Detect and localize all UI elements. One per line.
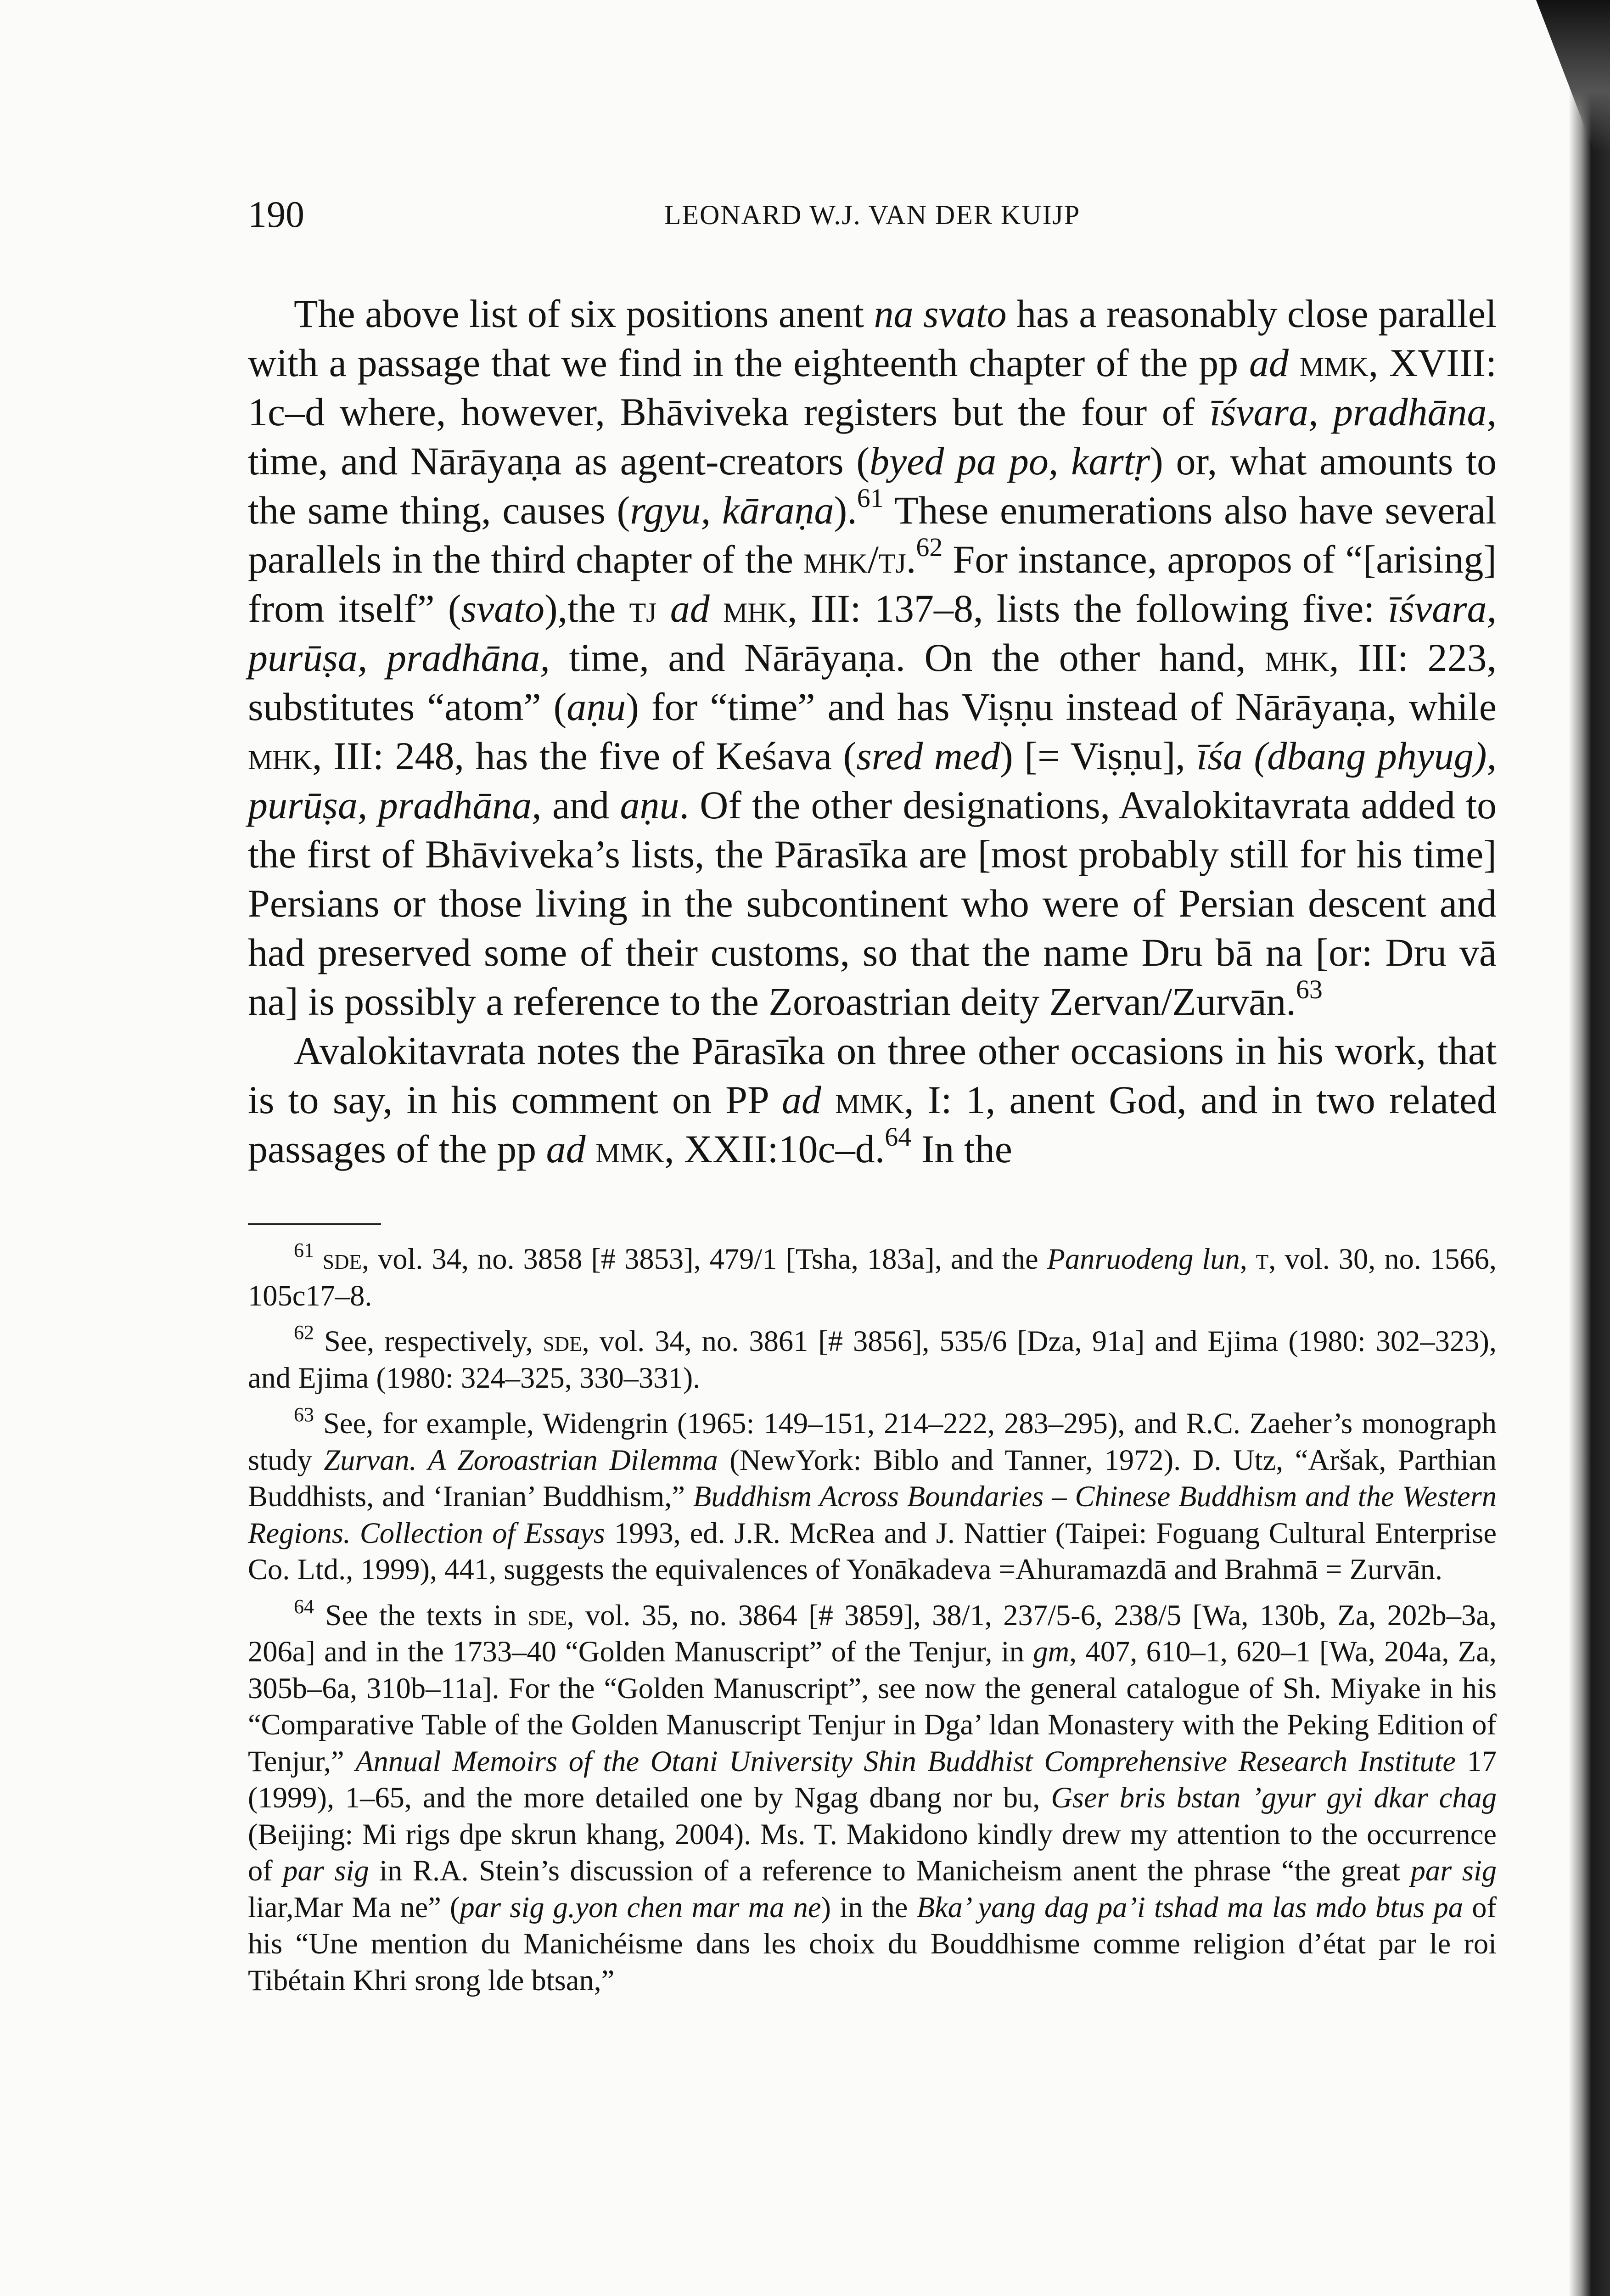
body-paragraph-1: The above list of six positions anent na svato has a reasonably close parallel with a passage that we find in the eighteenth chapter of the pp ad mmk, XVIII: 1c–d where, however, Bhāviveka registers but the four of īśvara, pradhāna, time, and Nārāyaṇa as agent-creators (byed pa po, kartṛ) or, what amounts to the same thing, causes (rgyu, kāraṇa).$^{61}$ These enumerations also have several parallels in the third chapter of the mhk/tj.$^{62}$ For instance, apropos of “[arising] from itself” (svato),the tj ad mhk, III: 137–8, lists the following five: īśvara, purūṣa, pradhāna, time, and Nārāyaṇa. On the other hand, mhk, III: 223, substitutes “atom” (aṇu) for “time” and has Viṣṇu instead of Nārāyaṇa, while mhk, III: 248, has the five of Keśava (sred med) [= Viṣṇu], īśa (dbang phyug), purūṣa, pradhāna, and aṇu. Of the other designations, Avalokitavrata added to the first of Bhāviveka’s lists, the Pārasīka are [most probably still for his time] Persians or those living in the subcontinent who were of Persian descent and had preserved some of their customs, so that the name Dru bā na [or: Dru vā na] is possibly a reference to the Zoroastrian deity Zervan/Zurvān.$^{63}$ (248, 292, 1497, 1024)
footnote-ref-61[interactable]: 61 (857, 483, 884, 513)
body-text (248, 289, 1497, 1174)
page-content (248, 193, 1497, 2008)
running-head (248, 193, 1497, 243)
running-header-author: LEONARD W.J. VAN DER KUIJP (664, 200, 1081, 230)
footnote-ref-62[interactable]: 62 (916, 532, 943, 562)
book-spine-shadow (1569, 0, 1610, 2296)
footnote-ref-64[interactable]: 64 (885, 1122, 912, 1152)
footnote-number: 62 (294, 1321, 314, 1344)
body-paragraph-2: Avalokitavrata notes the Pārasīka on three other occasions in his work, that is to say, in his comment on PP ad mmk, I: 1, anent God, and in two related passages of the pp ad mmk, XXII:10c–d.$^{64}$ In the (248, 1029, 1497, 1171)
page-number: 190 (248, 193, 304, 235)
footnote-number: 63 (294, 1403, 314, 1426)
footnote-61: $^{61}$ sde, vol. 34, no. 3858 [# 3853], 479/1 [Tsha, 183a], and the Panruodeng lun, t, vol. 30, no. 1566, 105c17–8. (248, 1239, 1497, 1312)
footnote-62: $^{62}$ See, respectively, sde, vol. 34, no. 3861 [# 3856], 535/6 [Dza, 91a] and Ejima (1980: 302–323), and Ejima (1980: 324–325, 330–331). (248, 1321, 1497, 1394)
footnote-ref-63[interactable]: 63 (1296, 974, 1323, 1004)
footnotes (248, 1241, 1497, 1998)
book-spine-shadow-top (1504, 0, 1610, 152)
footnote-number: 61 (294, 1239, 314, 1261)
footnote-63: $^{63}$ See, for example, Widengrin (1965: 149–151, 214–222, 283–295), and R.C. Zaeher’s monograph study Zurvan. A Zoroastrian Dilemma (NewYork: Biblo and Tanner, 1972). D. Utz, “Aršak, Parthian Buddhists, and ‘Iranian’ Buddhism,” Buddhism Across Boundaries – Chinese Buddhism and the Western Regions. Collection of Essays 1993, ed. J.R. McRea and J. Nattier (Taipei: Foguang Cultural Enterprise Co. Ltd., 1999), 441, suggests the equivalences of Yonākadeva =Ahuramazdā and Brahmā = Zurvān. (248, 1403, 1497, 1586)
footnote-separator (248, 1223, 381, 1225)
footnote-number: 64 (294, 1595, 314, 1618)
footnote-64: $^{64}$ See the texts in sde, vol. 35, no. 3864 [# 3859], 38/1, 237/5-6, 238/5 [Wa, 130b, Za, 202b–3a, 206a] and in the 1733–40 “Golden Manuscript” of the Tenjur, in gm, 407, 610–1, 620–1 [Wa, 204a, Za, 305b–6a, 310b–11a]. For the “Golden Manuscript”, see now the general catalogue of Sh. Miyake in his “Comparative Table of the Golden Manuscript Tenjur in Dga’ ldan Monastery with the Peking Edition of Tenjur,” Annual Memoirs of the Otani University Shin Buddhist Comprehensive Research Institute 17 (1999), 1–65, and the more detailed one by Ngag dbang nor bu, Gser bris bstan ’gyur gyi dkar chag (Beijing: Mi rigs dpe skrun khang, 2004). Ms. T. Makidono kindly drew my attention to the occurrence of par sig in R.A. Stein’s discussion of a reference to Manicheism anent the phrase “the great par sig liar,Mar Ma ne” (par sig g.yon chen mar ma ne) in the Bka’ yang dag pa’i tshad ma las mdo btus pa of his “Une mention du Manichéisme dans les choix du Bouddhisme comme religion d’état par le roi Tibétain Khri srong lde btsan,” (248, 1595, 1497, 1997)
